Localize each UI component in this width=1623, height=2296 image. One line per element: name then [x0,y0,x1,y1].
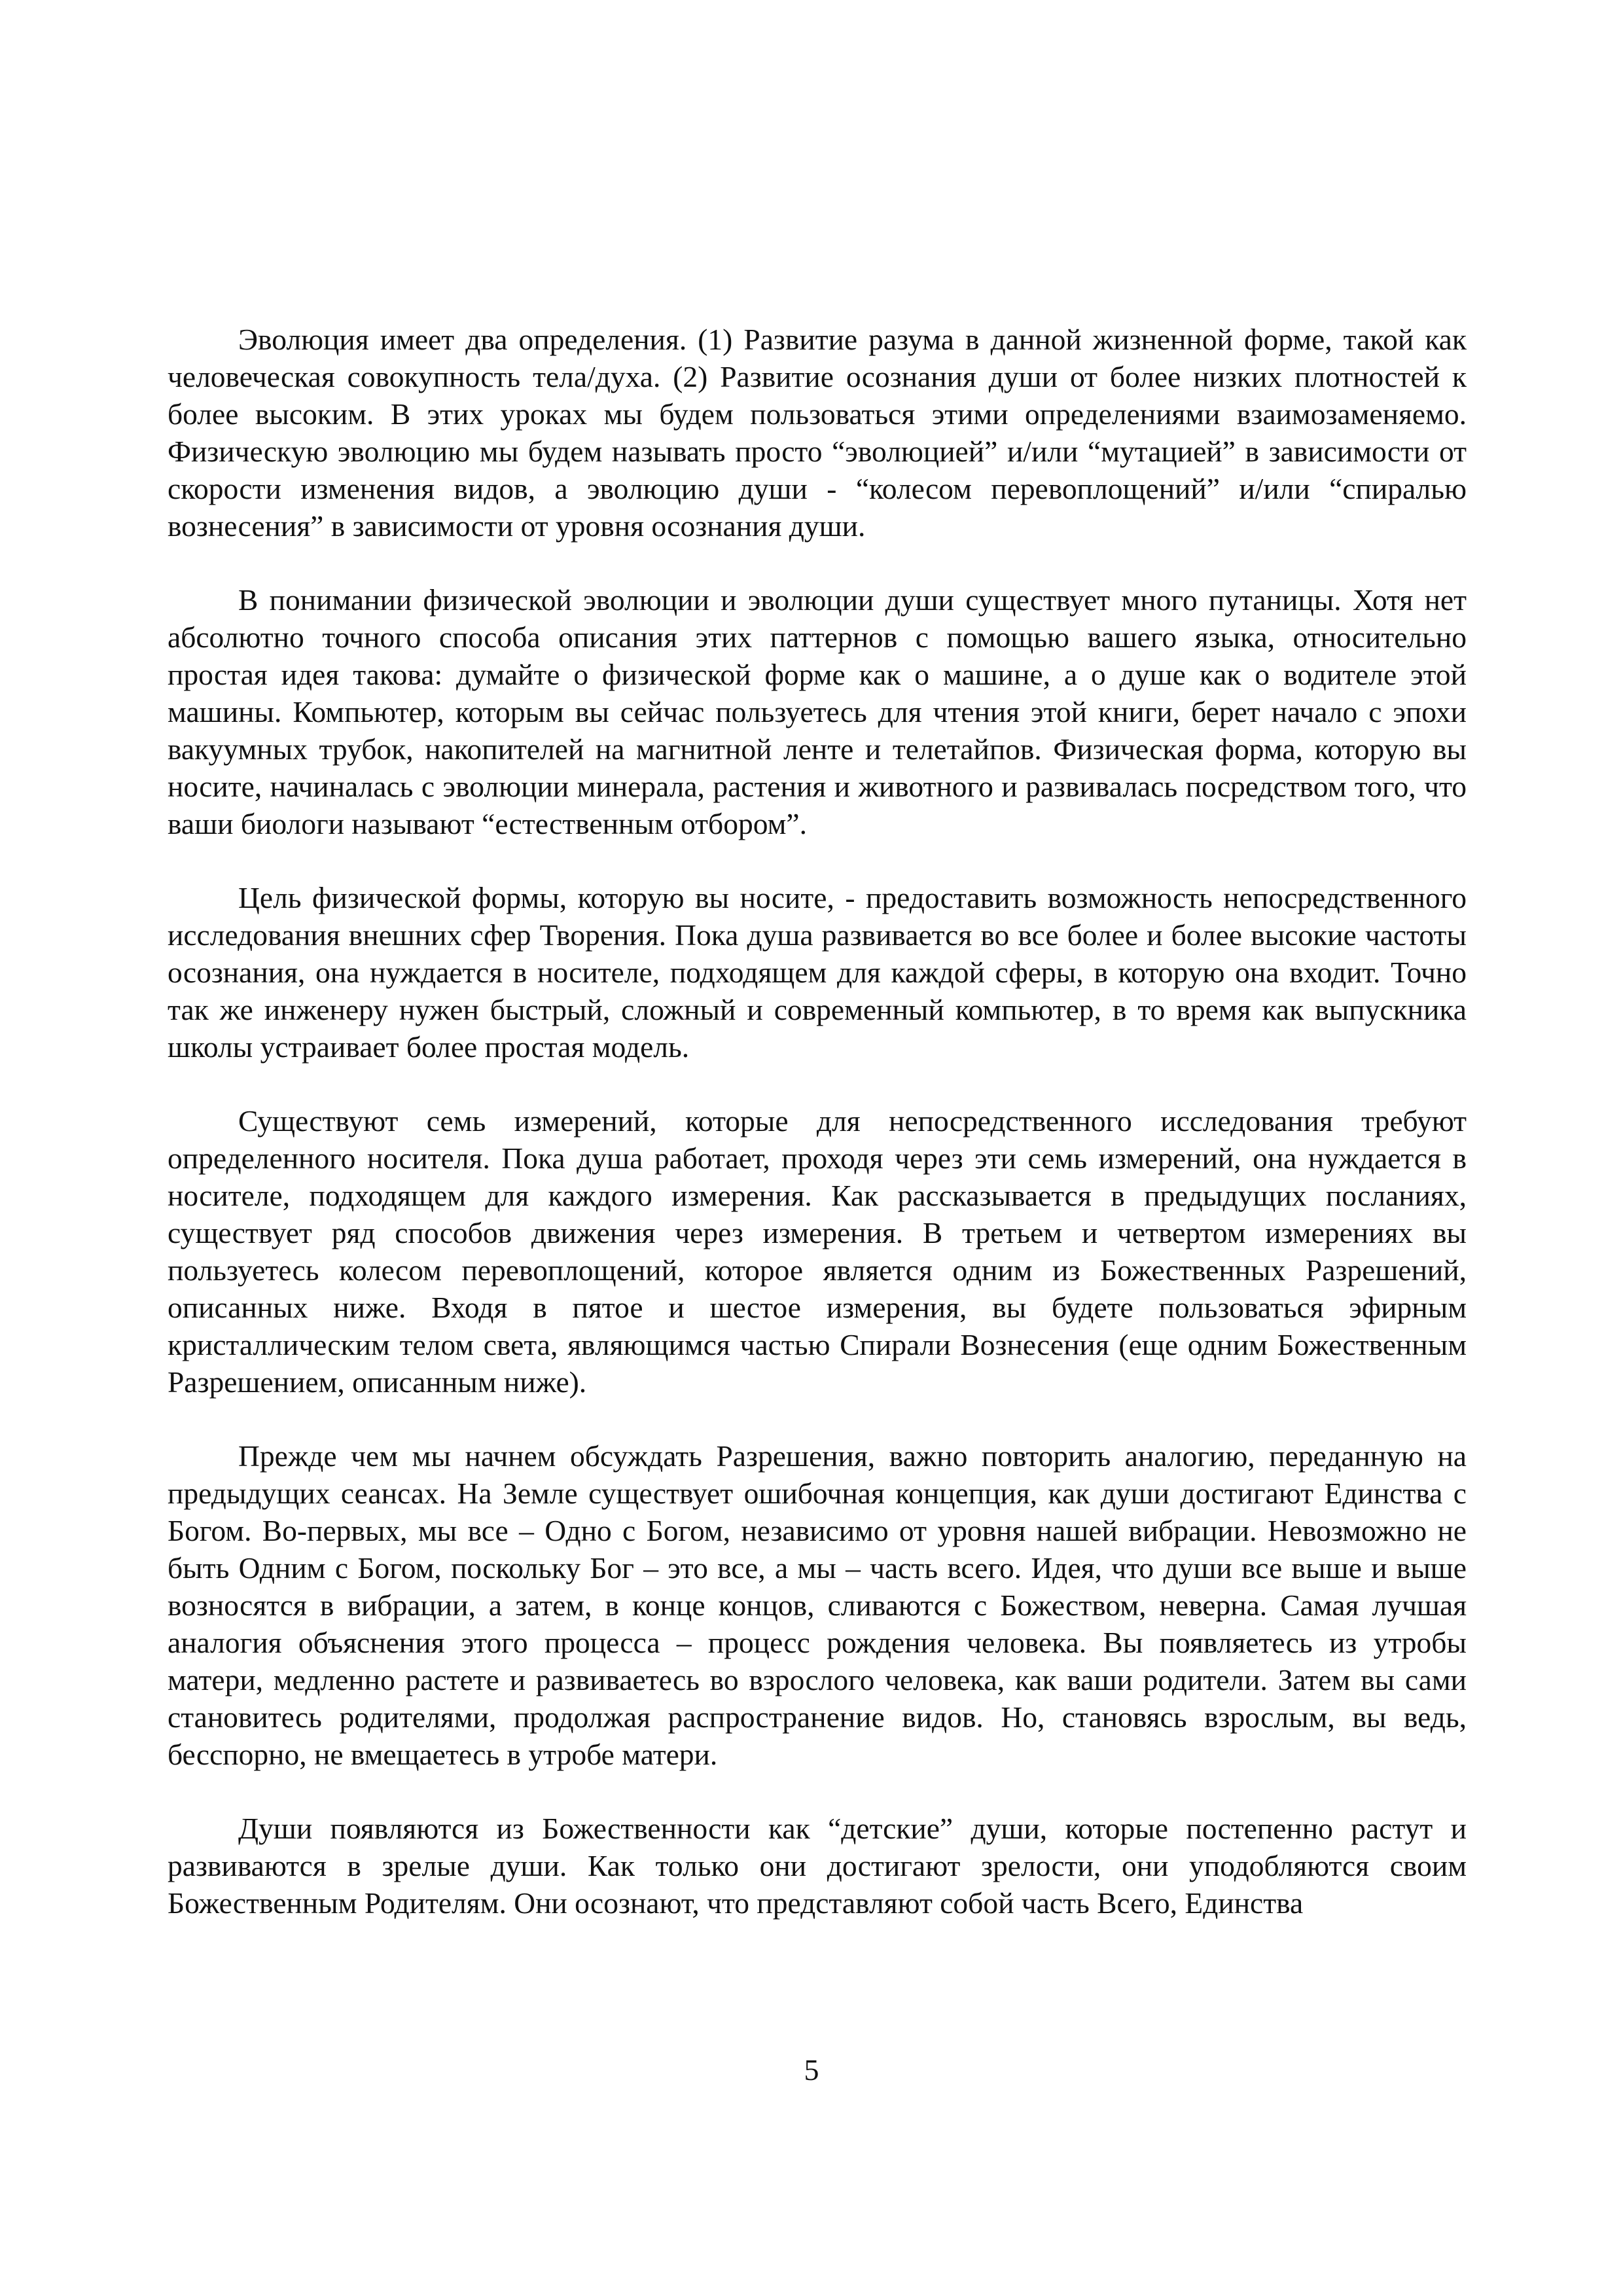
paragraph-oneness-analogy: Прежде чем мы начнем обсуждать Разрешения, важно повторить аналогию, переданную на предыдущих сеансах. На Земле существует ошибочная концепция, как души достигают Единства с Богом. Во-первых, мы все – Одно с Богом, независимо от уровня нашей вибрации. Невозможно не быть Одним с Богом, поскольку Бог – это все, а мы – часть всего. Идея, что души все выше и выше возносятся в вибрации, а затем, в конце концов, сливаются с Божеством, неверна. Самая лучшая аналогия объяснения этого процесса – процесс рождения человека. Вы появляетесь из утробы матери, медленно растете и развиваетесь во взрослого человека, как ваши родители. Затем вы сами становитесь родителями, продолжая распространение видов. Но, становясь взрослым, вы ведь, бесспорно, не вмещаетесь в утробе матери. [168,1439,1467,1771]
paragraph-purpose-of-physical-form: Цель физической формы, которую вы носите, - предоставить возможность непосредственного исследования внешних сфер Творения. Пока душа развивается во все более и более высокие частоты осознания, она нуждается в носителе, подходящем для каждой сферы, в которую она входит. Точно так же инженеру нужен быстрый, сложный и современный компьютер, в то время как выпускника школы устраивает более простая модель. [168,881,1467,1064]
paragraph-evolution-definitions: Эволюция имеет два определения. (1) Развитие разума в данной жизненной форме, такой как человеческая совокупность тела/духа. (2) Развитие осознания души от более низких плотностей к более высоким. В этих уроках мы будем пользоваться этими определениями взаимозаменяемо. Физическую эволюцию мы будем называть просто “эволюцией” и/или “мутацией” в зависимости от скорости изменения видов, а эволюцию души - “колесом перевоплощений” и/или “спиралью вознесения” в зависимости от уровня осознания души. [168,323,1467,543]
page-number: 5 [804,2053,819,2087]
paragraph-physical-and-soul-evolution: В понимании физической эволюции и эволюции души существует много путаницы. Хотя нет абсолютно точного способа описания этих паттернов с помощью вашего языка, относительно простая идея такова: думайте о физической форме как о машине, а о душе как о водителе этой машины. Компьютер, которым вы сейчас пользуетесь для чтения этой книги, берет начало с эпохи вакуумных трубок, накопителей на магнитной ленте и телетайпов. Физическая форма, которую вы носите, начиналась с эволюции минерала, растения и животного и развивалась посредством того, что ваши биологи называют “естественным отбором”. [168,583,1467,840]
document-body [168,321,1467,1958]
paragraph-seven-dimensions: Существуют семь измерений, которые для непосредственного исследования требуют определенного носителя. Пока душа работает, проходя через эти семь измерений, она нуждается в носителе, подходящем для каждого измерения. Как рассказывается в предыдущих посланиях, существует ряд способов движения через измерения. В третьем и четвертом измерениях вы пользуетесь колесом перевоплощений, которое является одним из Божественных Разрешений, описанных ниже. Входя в пятое и шестое измерения, вы будете пользоваться эфирным кристаллическим телом света, являющимся частью Спирали Вознесения (еще одним Божественным Разрешением, описанным ниже). [168,1104,1467,1399]
paragraph-child-souls: Души появляются из Божественности как “детские” души, которые постепенно растут и развиваются в зрелые души. Как только они достигают зрелости, они уподобляются своим Божественным Родителям. Они осознают, что представляют собой часть Всего, Единства [168,1812,1467,1920]
